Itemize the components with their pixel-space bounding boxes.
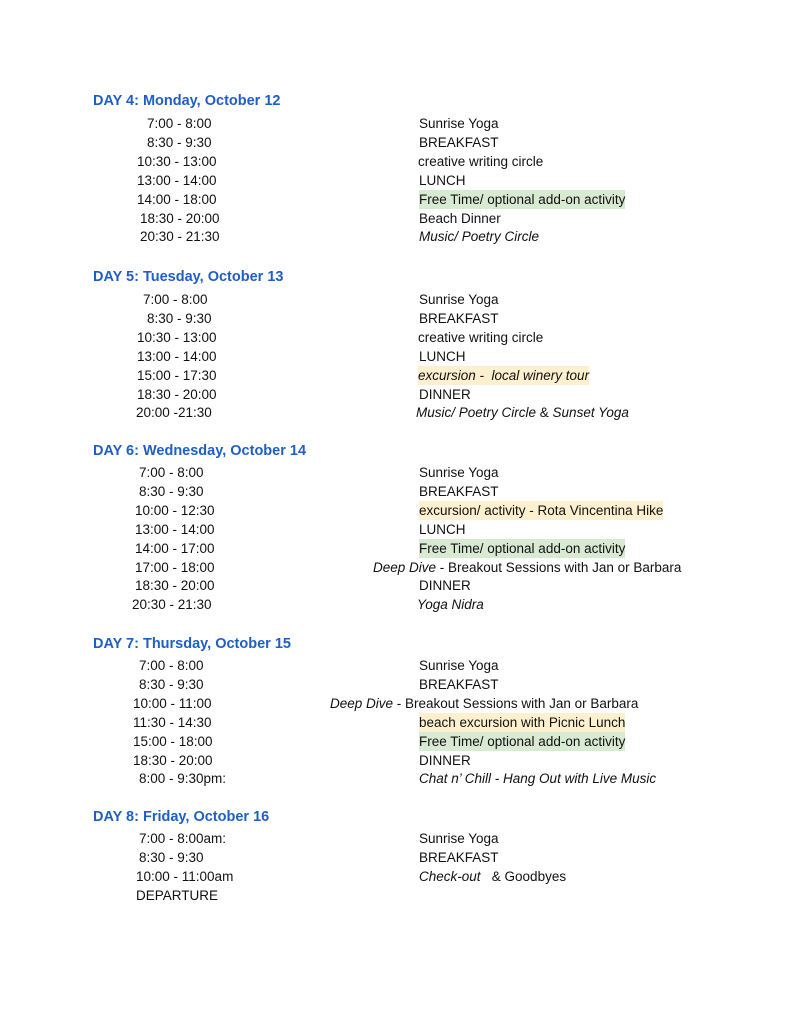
schedule-row	[0, 848, 791, 867]
schedule-row	[0, 829, 791, 848]
time-slot: 10:30 - 13:00	[137, 329, 217, 345]
time-slot: 7:00 - 8:00am:	[139, 831, 227, 846]
schedule-row	[0, 227, 791, 246]
activity-text: DINNER	[419, 386, 471, 402]
activity-text: Sunrise Yoga	[419, 465, 499, 480]
activity-text: Sunrise Yoga	[419, 116, 499, 131]
time-slot: 8:30 - 9:30	[139, 483, 204, 499]
highlighted-activity	[418, 366, 589, 385]
day-heading: DAY 5: Tuesday, October 13	[93, 269, 284, 285]
time-slot: 15:00 - 18:00	[133, 733, 213, 749]
schedule-row	[0, 482, 791, 501]
schedule-row	[0, 732, 791, 751]
time-slot: 13:00 - 14:00	[137, 172, 217, 188]
time-slot: 18:30 - 20:00	[140, 210, 220, 226]
schedule-row	[0, 520, 791, 539]
activity-text: excursion - local winery tour	[418, 367, 590, 383]
activity	[373, 558, 681, 577]
time-slot: 15:00 - 17:30	[137, 367, 217, 383]
schedule-row	[0, 539, 791, 558]
schedule-row	[0, 501, 791, 520]
time-slot: 20:30 - 21:30	[140, 229, 220, 245]
activity-text: BREAKFAST	[419, 676, 499, 692]
activity-text: - Breakout Sessions with Jan or Barbara	[393, 695, 639, 711]
activity-text: - Breakout Sessions with Jan or Barbara	[436, 559, 682, 575]
activity-text: Deep Dive	[330, 695, 394, 711]
activity-text: DINNER	[419, 578, 471, 594]
schedule-row	[0, 595, 791, 614]
time-slot: 17:00 - 18:00	[135, 559, 215, 575]
time-slot: 10:00 - 12:30	[135, 502, 215, 518]
activity-text: Deep Dive	[373, 559, 437, 575]
activity-text: Music/ Poetry Circle	[419, 229, 540, 245]
schedule-row	[0, 694, 791, 713]
activity-text: Free Time/ optional add-on activity	[419, 540, 626, 556]
activity	[419, 385, 471, 404]
time-slot: 18:30 - 20:00	[135, 578, 215, 594]
time-slot: 13:00 - 14:00	[137, 348, 217, 364]
activity-text: DINNER	[419, 752, 471, 768]
time-slot: 11:30 - 14:30	[133, 714, 212, 730]
activity	[418, 328, 543, 347]
time-slot: 7:00 - 8:00	[139, 658, 204, 673]
activity-text: Music/ Poetry Circle	[416, 405, 537, 421]
activity-text: Check-out	[419, 868, 481, 884]
time-slot: DEPARTURE	[136, 887, 219, 903]
schedule-row	[0, 403, 791, 422]
activity-text: Chat n’ Chill - Hang Out with Live Music	[419, 771, 657, 787]
activity	[417, 595, 484, 614]
activity-text: Beach Dinner	[419, 210, 501, 226]
time-slot: 8:30 - 9:30	[147, 310, 212, 326]
activity-text: Free Time/ optional add-on activity	[419, 733, 626, 749]
time-slot: 7:00 - 8:00	[139, 465, 204, 480]
schedule-row	[0, 463, 791, 482]
activity-text: LUNCH	[419, 172, 466, 188]
time-slot: 7:00 - 8:00	[147, 116, 212, 131]
day-heading: DAY 8: Friday, October 16	[93, 809, 270, 825]
highlighted-activity	[419, 732, 625, 751]
highlighted-activity	[419, 190, 625, 209]
schedule-row	[0, 385, 791, 404]
activity	[419, 114, 499, 133]
time-slot: 20:00 -21:30	[136, 405, 212, 421]
activity	[419, 482, 499, 501]
schedule-row	[0, 309, 791, 328]
highlighted-activity	[419, 501, 663, 520]
activity	[330, 694, 638, 713]
activity-text: BREAKFAST	[419, 483, 499, 499]
activity-text: Sunrise Yoga	[419, 292, 499, 307]
activity-text: Free Time/ optional add-on activity	[419, 191, 626, 207]
schedule-row	[0, 366, 791, 385]
activity	[419, 769, 656, 788]
activity-text: excursion/ activity - Rota Vincentina Hike	[419, 502, 664, 518]
schedule-row	[0, 867, 791, 886]
activity	[419, 209, 501, 228]
activity	[419, 133, 499, 152]
time-slot: 8:30 - 9:30	[139, 849, 204, 865]
day-heading: DAY 4: Monday, October 12	[93, 93, 281, 109]
schedule-row	[0, 886, 791, 905]
activity-text: Yoga Nidra	[417, 597, 484, 613]
activity	[419, 751, 471, 770]
schedule-row	[0, 171, 791, 190]
schedule-row	[0, 133, 791, 152]
time-slot: 10:00 - 11:00	[133, 695, 212, 711]
time-slot: 14:00 - 18:00	[137, 191, 217, 207]
activity-text: BREAKFAST	[419, 134, 499, 150]
schedule-row	[0, 152, 791, 171]
activity-text: Sunrise Yoga	[419, 658, 499, 673]
time-slot: 13:00 - 14:00	[135, 521, 215, 537]
activity-text: BREAKFAST	[419, 849, 499, 865]
activity	[419, 829, 499, 848]
schedule-row	[0, 675, 791, 694]
activity-text: & Goodbyes	[480, 868, 567, 884]
highlighted-activity	[419, 539, 625, 558]
activity	[419, 227, 539, 246]
time-slot: 18:30 - 20:00	[137, 386, 217, 402]
time-slot: 14:00 - 17:00	[135, 540, 215, 556]
schedule-row	[0, 190, 791, 209]
day-heading: DAY 6: Wednesday, October 14	[93, 443, 307, 459]
activity-text: creative writing circle	[418, 153, 544, 169]
schedule-row	[0, 558, 791, 577]
activity	[419, 347, 466, 366]
time-slot: 7:00 - 8:00	[143, 292, 208, 307]
activity	[416, 403, 629, 422]
activity	[419, 867, 566, 886]
time-slot: 8:00 - 9:30pm:	[139, 771, 227, 787]
activity-text: LUNCH	[419, 521, 466, 537]
schedule-row	[0, 713, 791, 732]
activity-text: beach excursion with Picnic Lunch	[419, 714, 626, 730]
time-slot: 20:30 - 21:30	[132, 597, 212, 613]
activity-text: &	[536, 405, 553, 421]
activity	[419, 675, 499, 694]
schedule-row	[0, 576, 791, 595]
activity-text: Sunset Yoga	[552, 405, 629, 421]
schedule-row	[0, 656, 791, 675]
activity	[419, 309, 499, 328]
time-slot: 8:30 - 9:30	[139, 676, 204, 692]
schedule-row	[0, 328, 791, 347]
schedule-row	[0, 290, 791, 309]
activity	[419, 290, 499, 309]
schedule-row	[0, 751, 791, 770]
activity-text: BREAKFAST	[419, 310, 499, 326]
activity	[419, 656, 499, 675]
activity	[419, 848, 499, 867]
activity-text: creative writing circle	[418, 329, 544, 345]
activity	[419, 171, 466, 190]
schedule-row	[0, 209, 791, 228]
day-heading: DAY 7: Thursday, October 15	[93, 636, 291, 652]
activity-text: LUNCH	[419, 348, 466, 364]
schedule-row	[0, 769, 791, 788]
time-slot: 18:30 - 20:00	[133, 752, 213, 768]
activity	[419, 520, 466, 539]
highlighted-activity	[419, 713, 625, 732]
activity-text: Sunrise Yoga	[419, 831, 499, 846]
time-slot: 8:30 - 9:30	[147, 134, 212, 150]
time-slot: 10:00 - 11:00am	[136, 868, 234, 884]
schedule-row	[0, 347, 791, 366]
activity	[419, 576, 471, 595]
activity	[418, 152, 543, 171]
activity	[419, 463, 499, 482]
time-slot: 10:30 - 13:00	[137, 153, 217, 169]
schedule-row	[0, 114, 791, 133]
